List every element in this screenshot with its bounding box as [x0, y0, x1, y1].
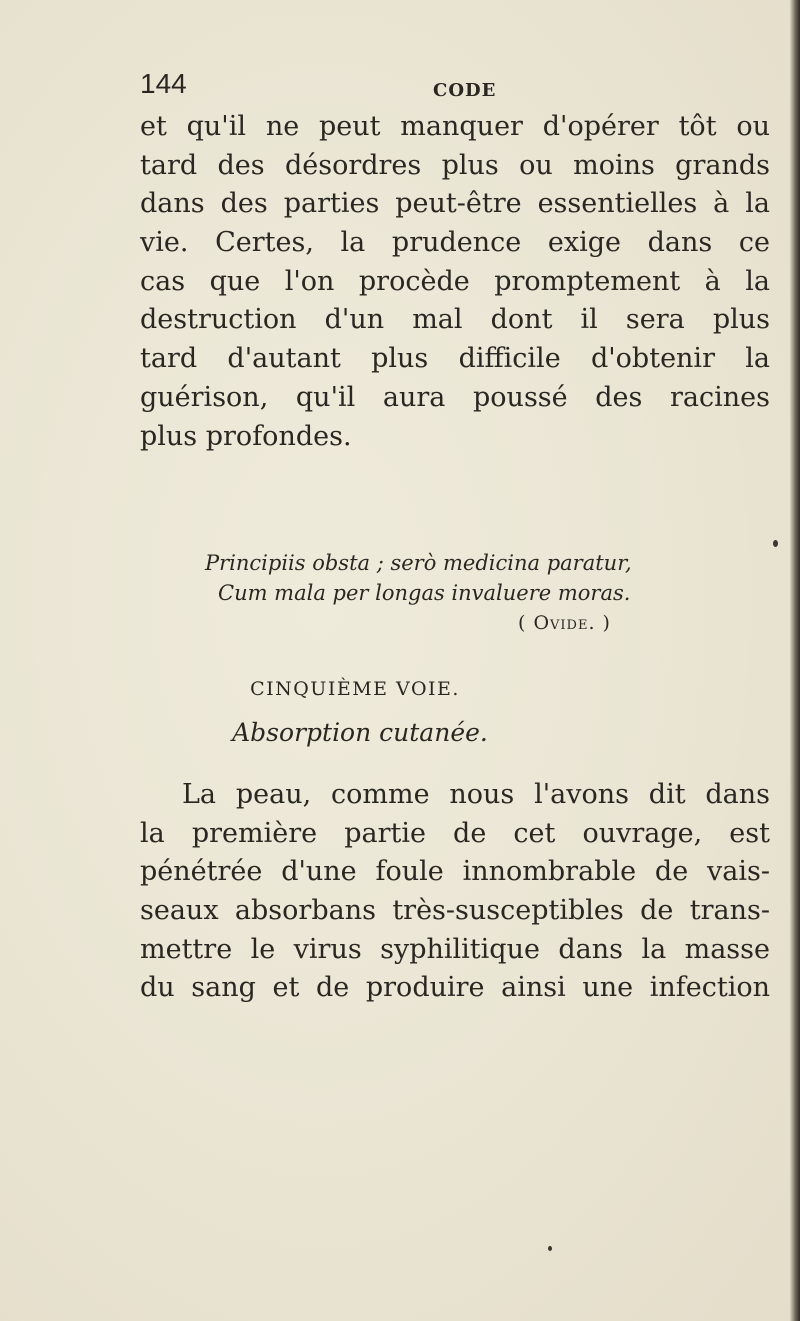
paragraph-line: plus profondes. — [140, 420, 352, 452]
quotation-line-1: Principiis obsta ; serò medicina paratur, — [205, 551, 632, 575]
paragraph-line: destruction d'un mal dont il sera plus — [140, 304, 770, 336]
section-heading — [0, 678, 800, 700]
paragraph-line: tard d'autant plus difficile d'obtenir la — [140, 343, 770, 375]
paragraph-line: du sang et de produire ainsi une infection — [140, 972, 770, 1004]
paragraph-line: vie. Certes, la prudence exige dans ce — [140, 227, 770, 259]
paragraph-line: mettre le virus syphilitique dans la masse — [140, 933, 770, 965]
section-subheading — [0, 718, 800, 747]
paragraph-line: pénétrée d'une foule innombrable de vais- — [140, 856, 770, 888]
ink-speck — [548, 1246, 552, 1251]
section-subheading-text: Absorption cutanée. — [232, 718, 488, 747]
paragraph-line: cas que l'on procède promptement à la — [140, 265, 770, 297]
running-title: CODE — [433, 80, 497, 101]
paragraph-line: seaux absorbans très-susceptibles de trans- — [140, 895, 770, 927]
page-header — [140, 68, 780, 108]
paragraph-line: guérison, qu'il aura poussé des racines — [140, 381, 770, 413]
paragraph-line: tard des désordres plus ou moins grands — [140, 149, 770, 181]
quotation-line-2: Cum mala per longas invaluere moras. — [218, 581, 631, 605]
ink-speck — [773, 540, 778, 547]
quotation-attribution: ( Ovide. ) — [518, 612, 611, 634]
paragraph-line: dans des parties peut-être essentielles à la — [140, 188, 770, 220]
paragraph-1 — [140, 108, 770, 456]
paragraph-line: la première partie de cet ouvrage, est — [140, 817, 770, 849]
paragraph-line: La peau, comme nous l'avons dit dans — [182, 779, 770, 810]
section-heading-text: CINQUIÈME VOIE. — [250, 678, 460, 700]
page-number: 144 — [140, 68, 187, 99]
page-edge-shadow — [790, 0, 800, 1321]
paragraph-2 — [140, 776, 770, 1008]
paragraph-line: et qu'il ne peut manquer d'opérer tôt ou — [140, 111, 770, 142]
